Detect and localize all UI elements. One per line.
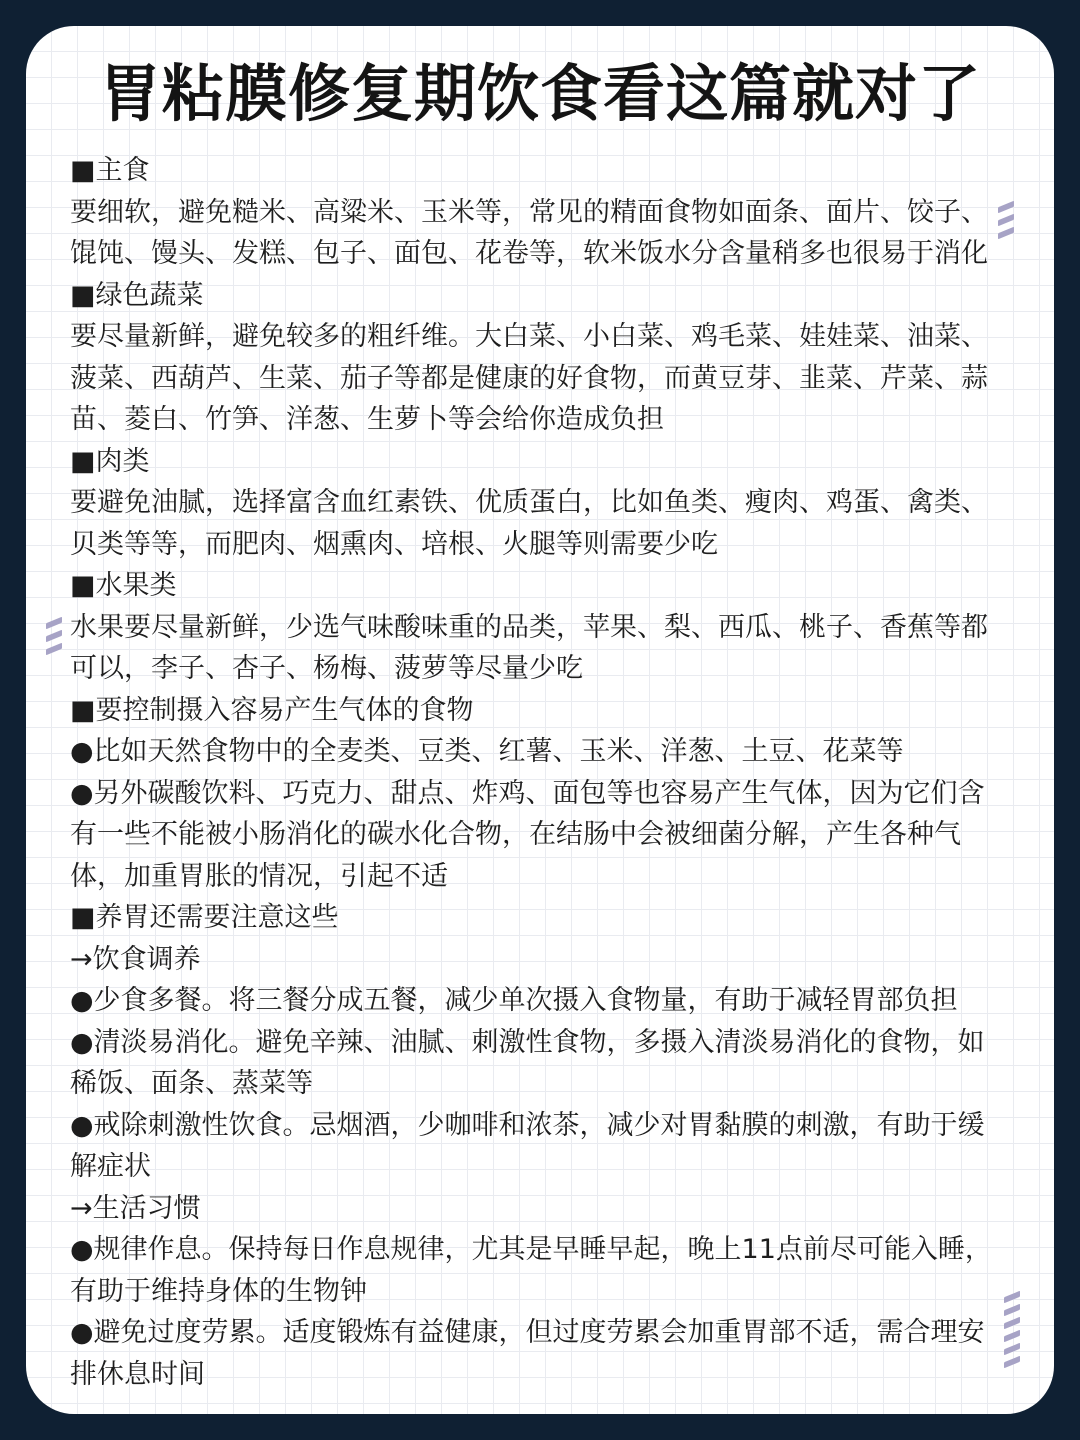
body-text-line: ●戒除刺激性饮食。忌烟酒，少咖啡和浓茶，减少对胃黏膜的刺激，有助于缓 [70, 1109, 985, 1141]
body-text-line: 解症状 [70, 1151, 151, 1182]
body-text-line: ●规律作息。保持每日作息规律，尤其是早睡早起，晚上11点前尽可能入睡， [70, 1234, 992, 1265]
body-text-line: 水果要尽量新鲜，少选气味酸味重的品类，苹果、梨、西瓜、桃子、香蕉等都 [70, 611, 988, 643]
section-heading: →生活习惯 [70, 1192, 201, 1224]
section-heading: ■要控制摄入容易产生气体的食物 [70, 694, 474, 726]
body-text-line: ●少食多餐。将三餐分成五餐，减少单次摄入食物量，有助于减轻胃部负担 [70, 985, 958, 1016]
body-text-line: 排休息时间 [70, 1358, 205, 1390]
body-text-line: 贝类等等，而肥肉、烟熏肉、培根、火腿等则需要少吃 [70, 528, 718, 560]
body-text-line: ●比如天然食物中的全麦类、豆类、红薯、玉米、洋葱、土豆、花菜等 [70, 736, 904, 767]
body-text-line: 稀饭、面条、蒸菜等 [70, 1068, 313, 1099]
body-text-line: ●清淡易消化。避免辛辣、油腻、刺激性食物，多摄入清淡易消化的食物，如 [70, 1026, 985, 1058]
stripe-decoration-top-right [998, 204, 1014, 258]
body-text-line: 有一些不能被小肠消化的碳水化合物，在结肠中会被细菌分解，产生各种气 [70, 819, 961, 850]
body-text-line: 菠菜、西葫芦、生菜、茄子等都是健康的好食物，而黄豆芽、韭菜、芹菜、蒜 [70, 362, 988, 394]
section-heading: ■养胃还需要注意这些 [70, 902, 339, 933]
stripe-decoration-bottom-right [1004, 1294, 1020, 1348]
body-text-line: 要避免油腻，选择富含血红素铁、优质蛋白，比如鱼类、瘦肉、鸡蛋、禽类、 [70, 487, 988, 518]
body-text-line: ●另外碳酸饮料、巧克力、甜点、炸鸡、面包等也容易产生气体，因为它们含 [70, 777, 985, 809]
section-heading: ■水果类 [70, 570, 177, 601]
body-text-line: 要尽量新鲜，避免较多的粗纤维。大白菜、小白菜、鸡毛菜、娃娃菜、油菜、 [70, 321, 988, 352]
article-body [70, 150, 1014, 1395]
body-text-line: 苗、菱白、竹笋、洋葱、生萝卜等会给你造成负担 [70, 404, 664, 435]
body-text-line: 馄饨、馒头、发糕、包子、面包、花卷等，软米饭水分含量稍多也很易于消化 [70, 238, 988, 269]
section-heading: →饮食调养 [70, 943, 201, 975]
body-text-line: ●避免过度劳累。适度锻炼有益健康，但过度劳累会加重胃部不适，需合理安 [70, 1317, 985, 1348]
note-card [26, 26, 1054, 1414]
stripe-decoration-left [46, 620, 62, 674]
page-title: 胃粘膜修复期饮食看这篇就对了 [98, 57, 981, 130]
body-text-line: 有助于维持身体的生物钟 [70, 1275, 367, 1307]
body-text-line: 要细软，避免糙米、高粱米、玉米等，常见的精面食物如面条、面片、饺子、 [70, 196, 988, 228]
section-heading: ■绿色蔬菜 [70, 279, 204, 311]
body-text-line: 体，加重胃胀的情况，引起不适 [70, 860, 448, 892]
section-heading: ■主食 [70, 155, 150, 186]
section-heading: ■肉类 [70, 445, 150, 477]
body-text-line: 可以，李子、杏子、杨梅、菠萝等尽量少吃 [70, 653, 583, 684]
